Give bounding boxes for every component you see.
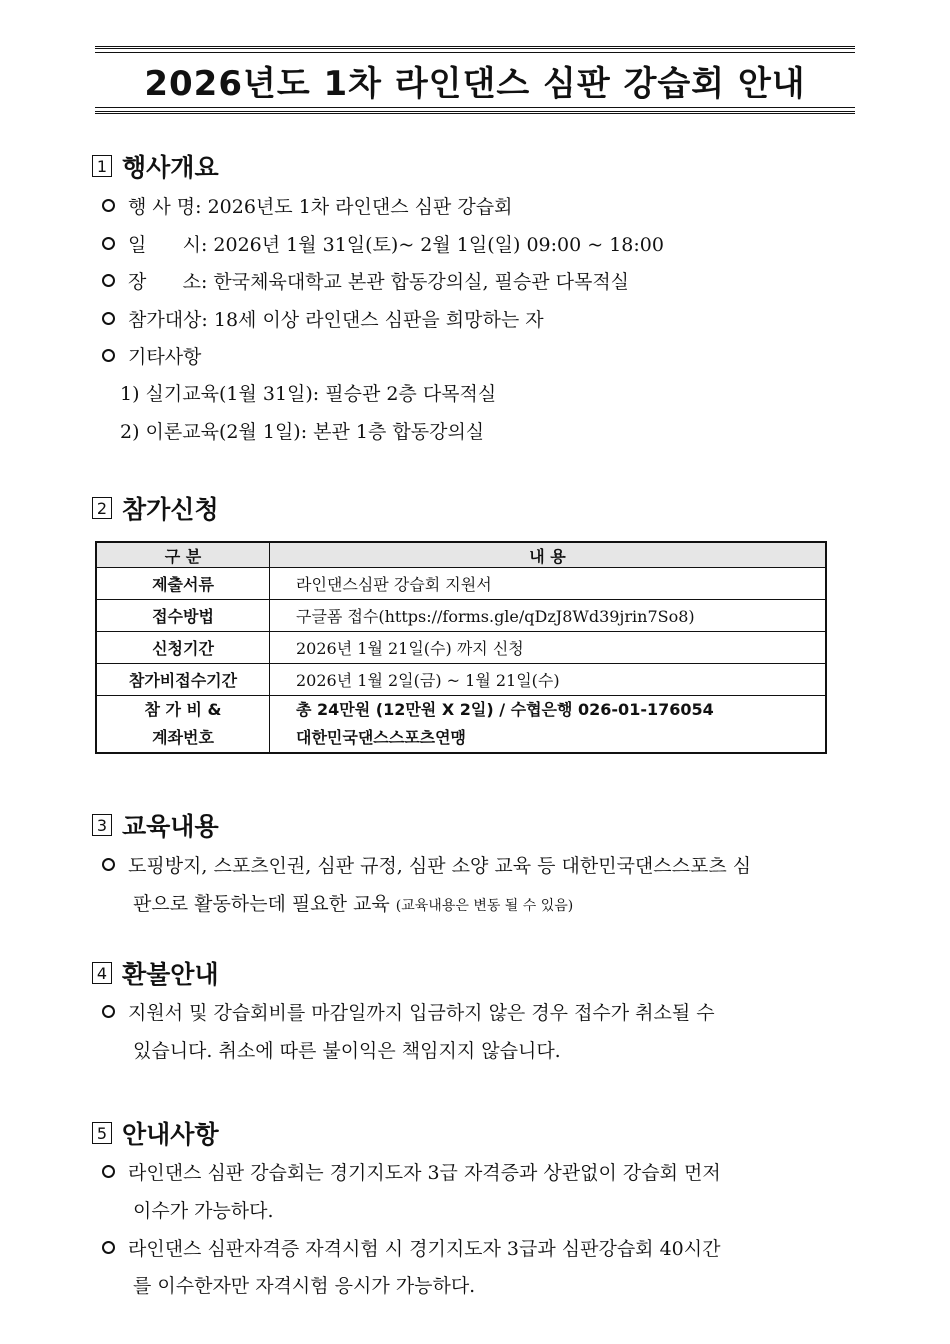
- refund-item: [102, 998, 715, 1025]
- fee-value-line: 대한민국댄스스포츠연맹: [296, 728, 467, 747]
- overview-place: [102, 267, 629, 294]
- education-item: [102, 851, 751, 878]
- section-number: 3: [92, 814, 112, 836]
- education-continued: [133, 889, 573, 916]
- table-value-cell: 2026년 1월 2일(금) ~ 1월 21일(수): [270, 664, 827, 696]
- notice-item: [102, 1158, 721, 1185]
- circle-bullet-icon: [102, 1165, 115, 1178]
- fee-key-line: 계좌번호: [152, 728, 214, 747]
- section-number: 5: [92, 1122, 112, 1144]
- table-header-row: [96, 542, 826, 568]
- overview-value: 2026년 1월 31일(토)~ 2월 1일(일) 09:00 ~ 18:00: [213, 234, 664, 256]
- application-table: [95, 541, 827, 754]
- table-value-cell: 2026년 1월 21일(수) 까지 신청: [270, 632, 827, 664]
- circle-bullet-icon: [102, 199, 115, 212]
- overview-date: [102, 230, 664, 257]
- overview-etc: [102, 342, 201, 369]
- section-title: 교육내용: [122, 812, 219, 841]
- notice-line: 라인댄스 심판 강습회는 경기지도자 3급 자격증과 상관없이 강습회 먼저: [128, 1162, 721, 1184]
- table-row: [96, 600, 826, 632]
- table-value-cell: [270, 696, 827, 754]
- table-row: [96, 632, 826, 664]
- table-key-cell: [96, 696, 270, 754]
- section-3-heading: [92, 807, 219, 843]
- table-value-cell: 구글폼 접수(https://forms.gle/qDzJ8Wd39jrin7So8): [270, 600, 827, 632]
- fee-value-line: 총 24만원 (12만원 X 2일) / 수협은행 026-01-176054: [296, 700, 714, 719]
- overview-target: [102, 305, 544, 332]
- table-row: [96, 664, 826, 696]
- page-title: 2026년도 1차 라인댄스 심판 강습회 안내: [144, 63, 806, 104]
- overview-event: [102, 192, 512, 219]
- notice-line: 라인댄스 심판자격증 자격시험 시 경기지도자 3급과 심판강습회 40시간: [128, 1238, 721, 1260]
- refund-line: 지원서 및 강습회비를 마감일까지 입금하지 않은 경우 접수가 취소될 수: [128, 1002, 715, 1024]
- table-key-cell: 제출서류: [96, 568, 270, 600]
- overview-label: 참가대상:: [128, 309, 208, 331]
- circle-bullet-icon: [102, 1241, 115, 1254]
- etc-item: 2) 이론교육(2월 1일): 본관 1층 합동강의실: [120, 421, 485, 443]
- section-number: 2: [92, 497, 112, 519]
- section-number: 1: [92, 155, 112, 177]
- circle-bullet-icon: [102, 1005, 115, 1018]
- table-key-cell: 접수방법: [96, 600, 270, 632]
- fee-key-line: 참 가 비 &: [144, 700, 222, 719]
- overview-value: 한국체육대학교 본관 합동강의실, 필승관 다목적실: [213, 271, 630, 293]
- section-4-heading: [92, 955, 219, 991]
- table-value-cell: 라인댄스심판 강습회 지원서: [270, 568, 827, 600]
- table-header: 내 용: [270, 542, 827, 568]
- etc-item: 1) 실기교육(1월 31일): 필승관 2층 다목적실: [120, 383, 497, 405]
- circle-bullet-icon: [102, 237, 115, 250]
- overview-value: 2026년도 1차 라인댄스 심판 강습회: [207, 196, 513, 218]
- section-title: 행사개요: [122, 153, 219, 182]
- education-line: 도핑방지, 스포츠인권, 심판 규정, 심판 소양 교육 등 대한민국댄스스포츠 심: [128, 855, 752, 877]
- section-5-heading: [92, 1115, 219, 1151]
- title-box: [95, 46, 855, 114]
- refund-line: 있습니다. 취소에 따른 불이익은 책임지지 않습니다.: [133, 1040, 561, 1062]
- notice-item: [102, 1234, 720, 1261]
- overview-label: 일 시:: [128, 234, 208, 256]
- circle-bullet-icon: [102, 274, 115, 287]
- section-title: 안내사항: [122, 1120, 219, 1149]
- section-number: 4: [92, 962, 112, 984]
- overview-label: 행 사 명:: [128, 196, 202, 218]
- education-line: 판으로 활동하는데 필요한 교육: [133, 893, 390, 915]
- table-header: 구 분: [96, 542, 270, 568]
- circle-bullet-icon: [102, 858, 115, 871]
- overview-label: 장 소:: [128, 271, 208, 293]
- table-row: [96, 568, 826, 600]
- notice-line: 이수가 가능하다.: [133, 1200, 274, 1222]
- section-title: 참가신청: [122, 495, 219, 524]
- overview-value: 18세 이상 라인댄스 심판을 희망하는 자: [213, 309, 544, 331]
- notice-line: 를 이수한자만 자격시험 응시가 가능하다.: [133, 1275, 476, 1297]
- education-note: (교육내용은 변동 될 수 있음): [395, 898, 574, 914]
- table-key-cell: 신청기간: [96, 632, 270, 664]
- circle-bullet-icon: [102, 349, 115, 362]
- section-title: 환불안내: [122, 960, 219, 989]
- overview-label: 기타사항: [128, 346, 202, 368]
- table-row: [96, 696, 826, 754]
- section-2-heading: [92, 490, 219, 526]
- section-1-heading: [92, 148, 219, 184]
- table-key-cell: 참가비접수기간: [96, 664, 270, 696]
- circle-bullet-icon: [102, 312, 115, 325]
